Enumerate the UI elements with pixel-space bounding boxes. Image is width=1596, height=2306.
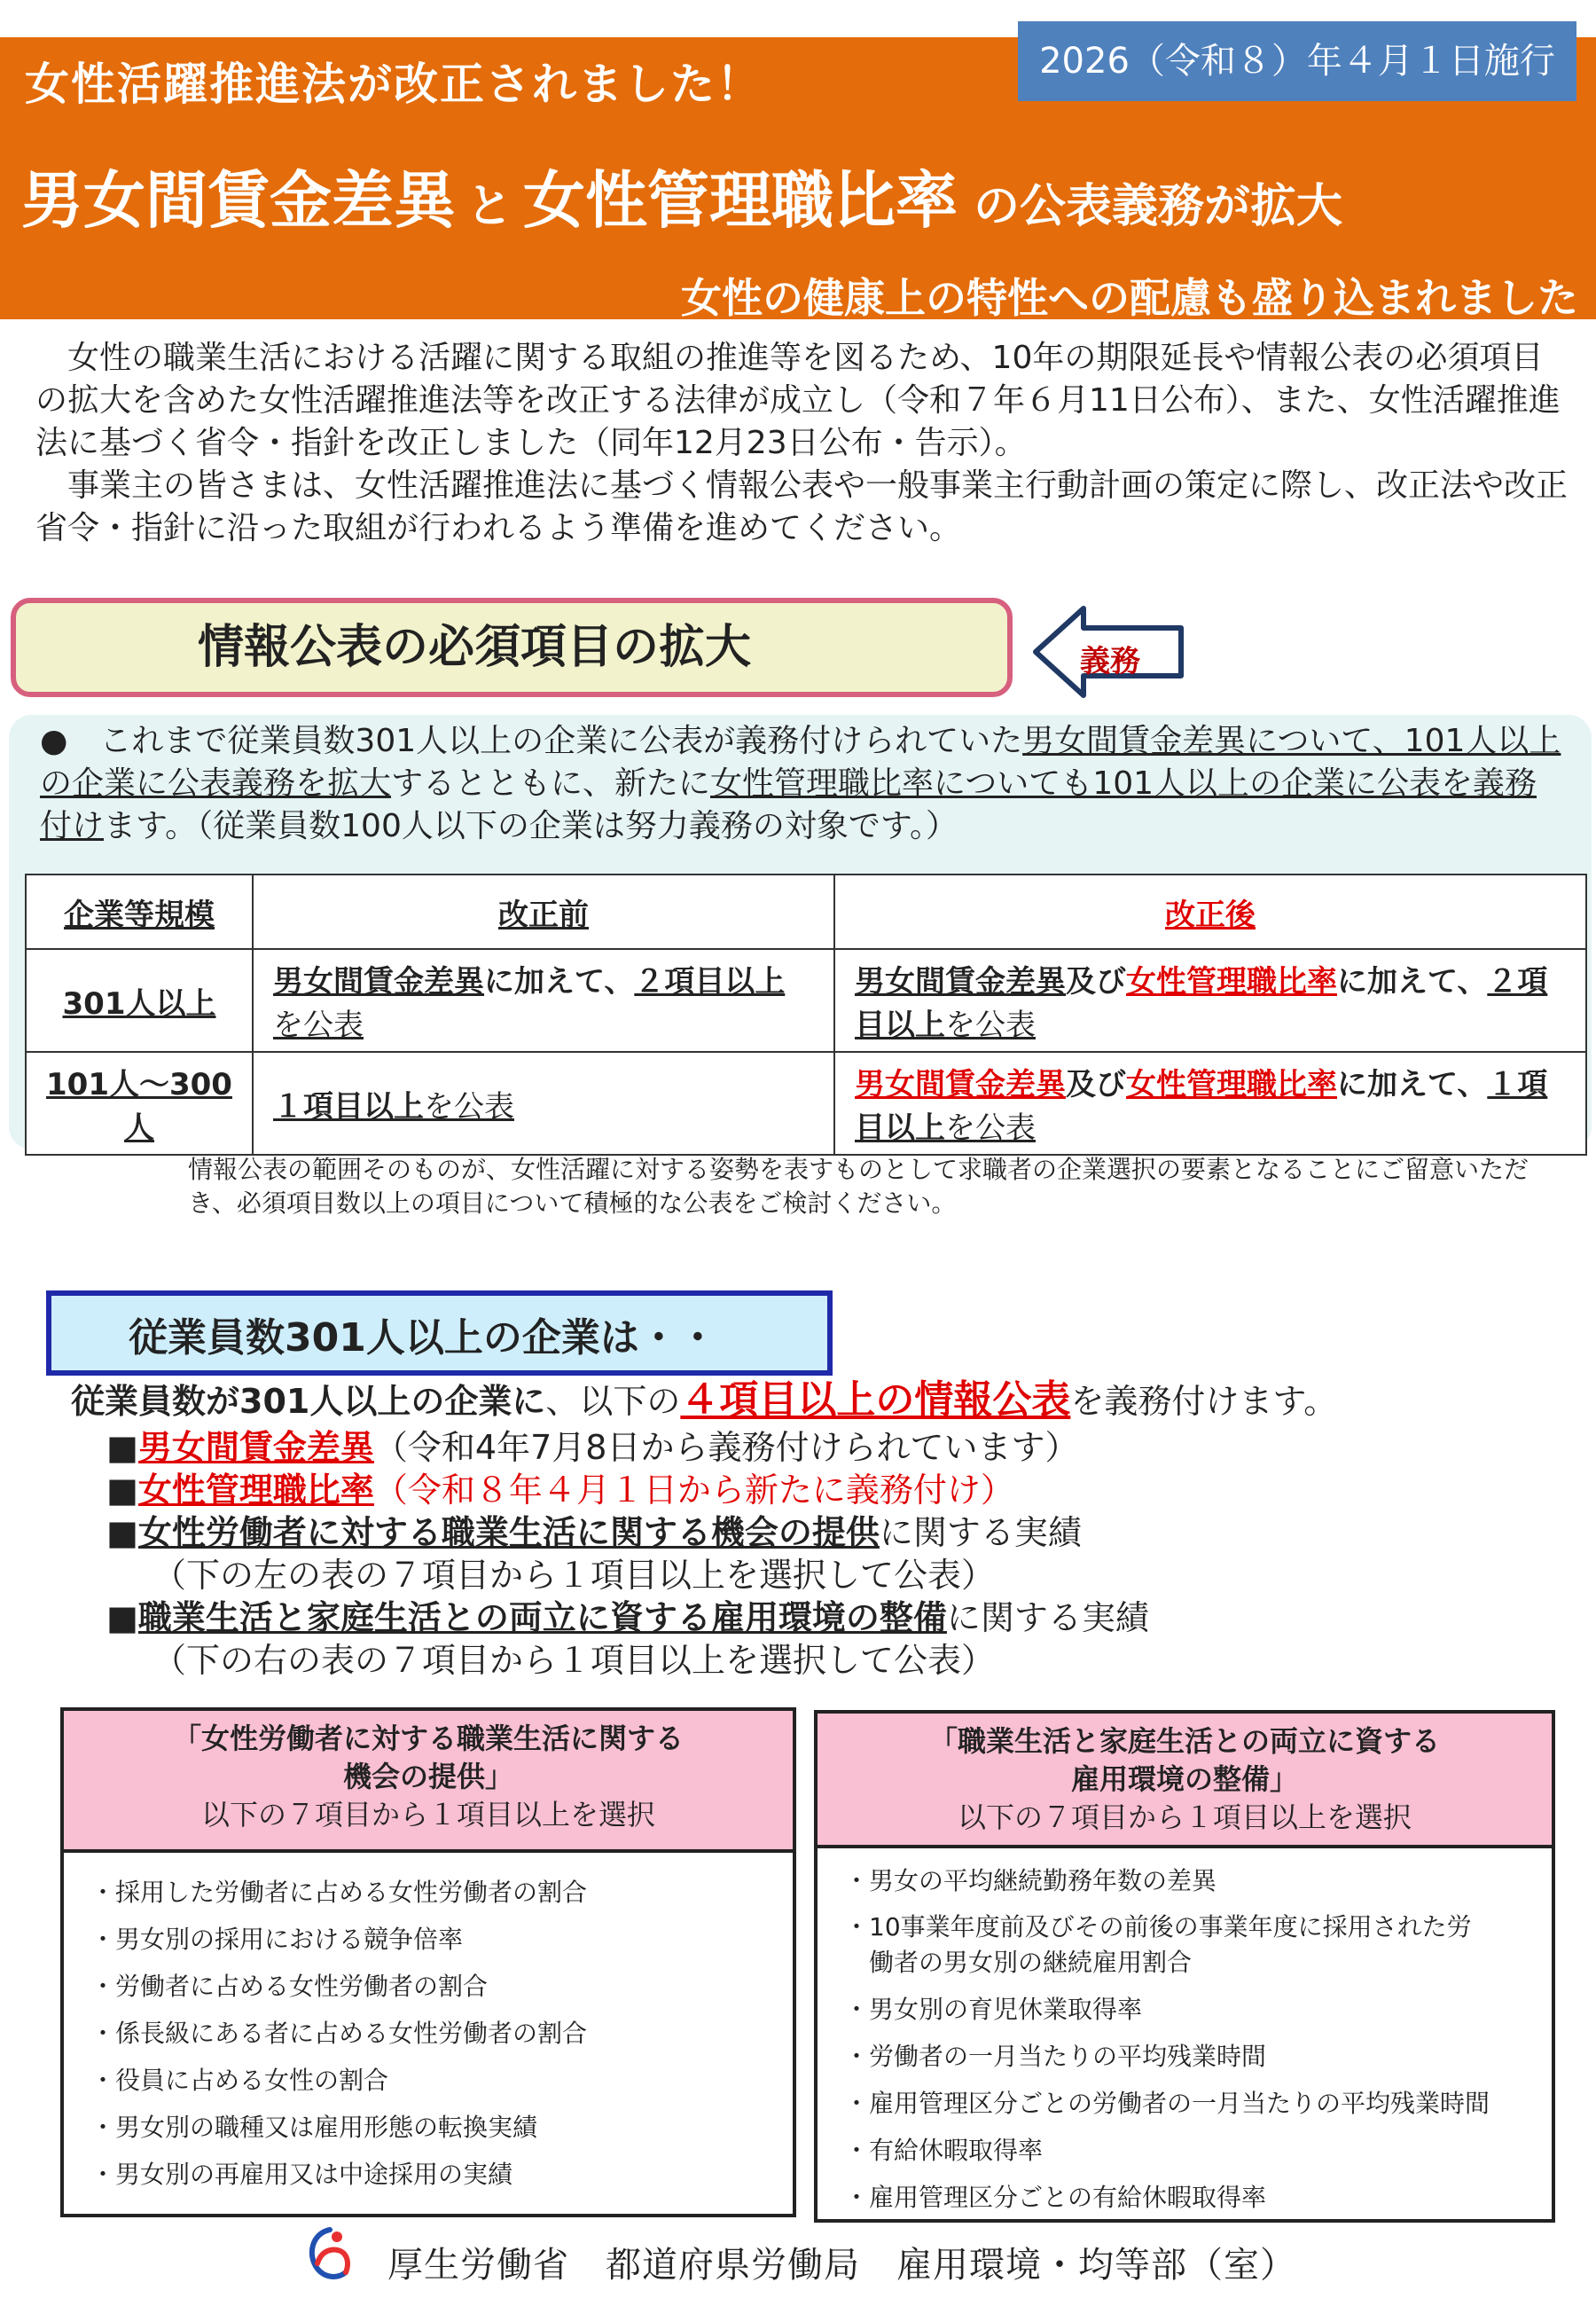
table-row — [26, 1052, 1586, 1155]
list-item — [106, 1511, 1578, 1554]
box-subtitle: 以下の７項目から１項目以上を選択 — [957, 1800, 1412, 1834]
table-cell-after — [834, 949, 1586, 1052]
cell-text: に加えて、 — [1337, 964, 1488, 1000]
list-item-sub: （下の右の表の７項目から１項目以上を選択して公表） — [153, 1641, 996, 1680]
item-name: 女性労働者に対する職業生活に関する機会の提供 — [137, 1513, 880, 1552]
header-term-wage-gap: 男女間賃金差異 — [21, 164, 456, 237]
comparison-table — [25, 874, 1587, 1156]
item-note: に関する実績 — [946, 1598, 1149, 1637]
table-header-size: 企業等規模 — [26, 875, 253, 949]
work-life-items-box — [814, 1710, 1555, 2223]
bullet-text-c: するとともに、新たに — [391, 765, 711, 802]
section2-title: 従業員数301人以上の企業は・・ — [129, 1315, 717, 1361]
item-note: に関する実績 — [879, 1513, 1082, 1552]
item-name: 男女間賃金差異 — [137, 1428, 374, 1467]
req-text: 、以下の — [545, 1382, 681, 1421]
req-text: 従業員数が301人以上の企業に — [71, 1382, 546, 1421]
requirement-statement — [71, 1379, 1578, 1423]
table-cell-before — [253, 1052, 834, 1155]
header-connector: と — [466, 180, 513, 233]
square-bullet: ■ — [106, 1471, 138, 1510]
opportunity-items-box — [60, 1707, 796, 2217]
cell-text: を公表 — [945, 1110, 1036, 1146]
item-count: ２項目以上 — [855, 964, 1548, 1043]
intro-text — [35, 337, 1569, 550]
header-subtitle: 女性の健康上の特性への配慮も盛り込まれました — [681, 274, 1578, 322]
list-item: ・男女別の育児休業取得率 — [844, 1995, 1143, 2024]
list-item: ・役員に占める女性の割合 — [90, 2066, 389, 2095]
table-cell-after — [834, 1052, 1586, 1155]
intro-paragraph-2: 事業主の皆さまは、女性活躍推進法に基づく情報公表や一般事業主行動計画の策定に際し、改正法や改正省令・指針に沿った取組が行われるよう準備を進めてください。 — [35, 467, 1569, 546]
square-bullet: ■ — [106, 1513, 138, 1552]
cell-text: に加えて、 — [484, 964, 635, 1000]
disclosure-note: 情報公表の範囲そのものが、女性活躍に対する姿勢を表すものとして求職者の企業選択の要素となることにご留意いただき、必須項目数以上の項目について積極的な公表をご検討ください。 — [188, 1155, 1530, 1218]
table-cell-before — [253, 949, 834, 1052]
term-wage-gap: 男女間賃金差異 — [273, 964, 484, 1000]
item-count: ２項目以上 — [634, 964, 786, 1000]
table-header-before: 改正前 — [253, 875, 834, 949]
obligation-tag: 義務 — [1080, 644, 1140, 679]
list-item: ・男女の平均継続勤務年数の差異 — [844, 1866, 1217, 1895]
effective-date-badge: 2026（令和８）年４月１日施行 — [1018, 21, 1576, 101]
list-item: ・男女別の職種又は雇用形態の転換実績 — [90, 2113, 538, 2142]
list-item: ・雇用管理区分ごとの有給休暇取得率 — [844, 2183, 1267, 2212]
intro-paragraph-1: 女性の職業生活における活躍に関する取組の推進等を図るため、10年の期限延長や情報公表の必須項目の拡大を含めた女性活躍推進法等を改正する法律が成立し（令和７年６月11日公布）、また、女性活躍推進法に基づく省令・指針を改正しました（同年12月23日公布・告示）。 — [35, 340, 1561, 461]
list-item: 働者の男女別の継続雇用割合 — [844, 1948, 1193, 1977]
table-cell-size: 301人以上 — [26, 949, 253, 1052]
term-manager-ratio: 女性管理職比率 — [1126, 1067, 1337, 1102]
box-title: 「女性労働者に対する職業生活に関する — [172, 1722, 684, 1755]
list-item: ・係長級にある者に占める女性労働者の割合 — [90, 2019, 588, 2048]
list-item: ・労働者に占める女性労働者の割合 — [90, 1972, 489, 2001]
header-title-suffix: の公表義務が拡大 — [974, 180, 1343, 233]
term-wage-gap: 男女間賃金差異 — [855, 964, 1066, 1000]
list-item — [106, 1596, 1578, 1639]
term-wage-gap: 男女間賃金差異 — [855, 1067, 1066, 1102]
list-item: ・男女別の採用における競争倍率 — [90, 1925, 464, 1954]
list-item: ・雇用管理区分ごとの労働者の一月当たりの平均残業時間 — [844, 2089, 1490, 2118]
header-main-title — [21, 151, 1342, 240]
cell-text: を公表 — [945, 1008, 1036, 1043]
list-item — [106, 1469, 1578, 1511]
table-header-after: 改正後 — [834, 875, 1586, 949]
table-header-row — [26, 875, 1586, 949]
bullet-text-d: 女性管理職比率についても101人以上の企業に公表を義務付け — [40, 765, 1537, 844]
box-title: 雇用環境の整備」 — [1070, 1762, 1298, 1796]
bullet-text-a: ● これまで従業員数301人以上の企業に公表が義務付けられていた — [40, 723, 1023, 759]
required-items-list — [106, 1426, 1578, 1682]
list-item: ・10事業年度前及びその前後の事業年度に採用された労 — [844, 1912, 1472, 1941]
cell-text: 及び — [1066, 964, 1126, 1000]
item-count: １項目以上 — [273, 1088, 424, 1125]
cell-text: 及び — [1066, 1067, 1126, 1102]
req-text: を義務付けます。 — [1070, 1382, 1338, 1421]
item-count: １項目以上 — [855, 1067, 1548, 1146]
box-title: 機会の提供」 — [342, 1760, 513, 1793]
list-item: ・採用した労働者に占める女性労働者の割合 — [90, 1878, 588, 1907]
req-highlight: ４項目以上の情報公表 — [680, 1377, 1071, 1423]
bullet-text-b: 男女間賃金差異について、101人以上の企業に公表義務を拡大 — [40, 723, 1561, 802]
list-item — [106, 1426, 1578, 1469]
table-row — [26, 949, 1586, 1052]
box-title: 「職業生活と家庭生活との両立に資する — [928, 1724, 1440, 1758]
box-item-list — [818, 1848, 1552, 2221]
section-title-disclosure-expansion: 情報公表の必須項目の拡大 — [11, 598, 1013, 697]
disclosure-bullet — [40, 720, 1565, 848]
box-header — [818, 1714, 1552, 1848]
item-name: 女性管理職比率 — [137, 1471, 374, 1510]
item-note: （令和８年４月１日から新たに義務付け） — [373, 1471, 1014, 1510]
header-headline: 女性活躍推進法が改正されました！ — [25, 59, 763, 110]
footer-text: 厚生労働省 都道府県労働局 雇用環境・均等部（室） — [387, 2245, 1296, 2286]
cell-text: を公表 — [273, 1008, 364, 1043]
header-term-manager-ratio: 女性管理職比率 — [523, 164, 958, 237]
list-item-sub: （下の左の表の７項目から１項目以上を選択して公表） — [153, 1556, 996, 1595]
box-header — [64, 1711, 793, 1853]
item-note: （令和4年7月8日から義務付けられています） — [373, 1428, 1079, 1467]
item-name: 職業生活と家庭生活との両立に資する雇用環境の整備 — [137, 1598, 947, 1637]
table-cell-size: 101人～300人 — [26, 1052, 253, 1155]
ministry-logo-icon — [301, 2224, 358, 2286]
list-item: ・労働者の一月当たりの平均残業時間 — [844, 2042, 1267, 2071]
square-bullet: ■ — [106, 1598, 138, 1637]
box-item-list — [64, 1853, 793, 2198]
list-item: ・有給休暇取得率 — [844, 2136, 1044, 2165]
box-subtitle: 以下の７項目から１項目以上を選択 — [200, 1798, 655, 1831]
cell-text: に加えて、 — [1337, 1067, 1488, 1102]
bullet-text-e: ます。（従業員数100人以下の企業は努力義務の対象です。） — [104, 808, 958, 844]
cell-text: を公表 — [424, 1088, 514, 1125]
list-item: ・男女別の再雇用又は中途採用の実績 — [90, 2160, 513, 2189]
term-manager-ratio: 女性管理職比率 — [1126, 964, 1337, 1000]
square-bullet: ■ — [106, 1428, 138, 1467]
